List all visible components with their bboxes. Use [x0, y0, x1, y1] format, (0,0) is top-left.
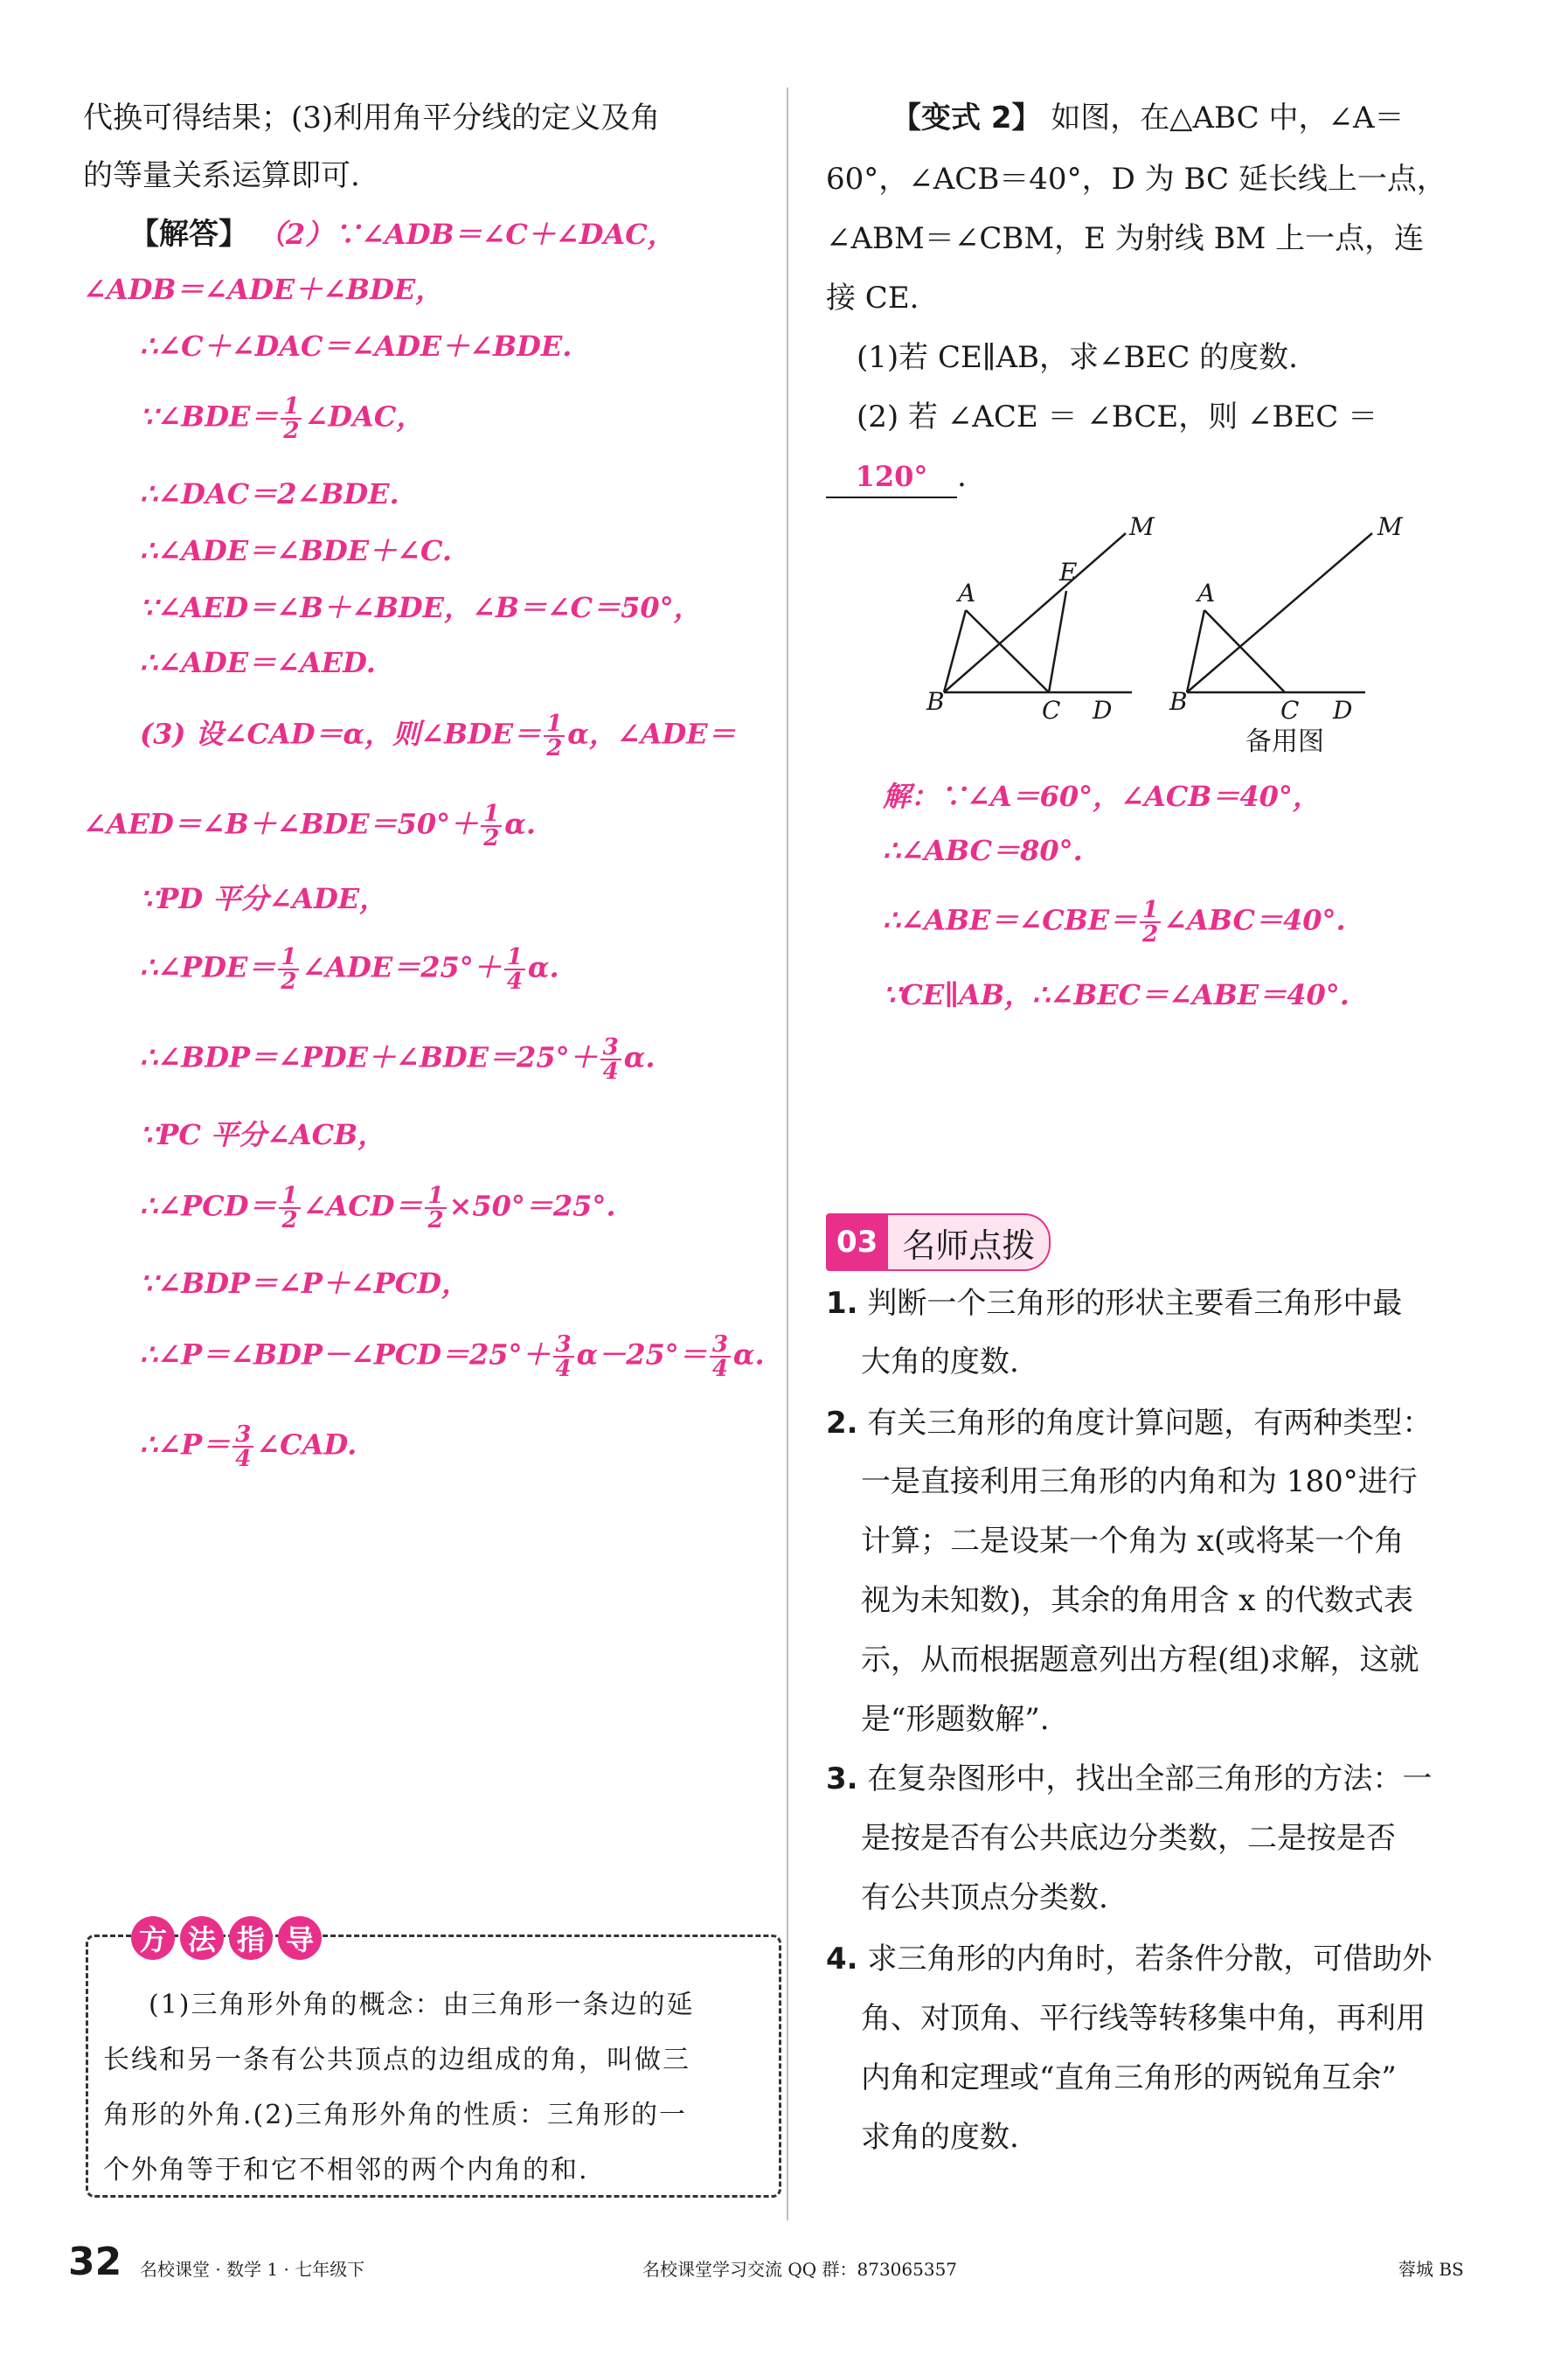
solution-line-4: ∵CE∥AB，∴∠BEC＝∠ABE＝40°. — [883, 978, 1349, 1011]
section-title: 名师点拨 — [888, 1213, 1051, 1271]
answer-blank: 120° — [826, 456, 957, 498]
variant-question-line-5: (1)若 CE∥AB，求∠BEC 的度数. — [857, 340, 1298, 375]
tip-3-line-1: 3. 在复杂图形中，找出全部三角形的方法：一 — [826, 1761, 1433, 1796]
tip-2-line-1: 2. 有关三角形的角度计算问题，有两种类型： — [826, 1406, 1433, 1441]
solution-line-1: 解：∵∠A＝60°，∠ACB＝40°， — [883, 780, 1321, 813]
answer-line-10: ∠AED＝∠B＋∠BDE＝50°＋ $\frac{1}{2}$ α. — [83, 801, 537, 851]
ray-bm — [944, 533, 1126, 692]
answer-line-16: ∵∠BDP＝∠P＋∠PCD， — [140, 1267, 470, 1300]
answer-line-8: ∴∠ADE＝∠AED. — [140, 646, 376, 679]
method-line-3: 角形的外角.(2)三角形外角的性质：三角形的一 — [103, 2100, 688, 2130]
intro-line-1: 代换可得结果；(3)利用角平分线的定义及角 — [83, 101, 661, 135]
answer-line-3: ∴∠C＋∠DAC＝∠ADE＋∠BDE. — [140, 330, 572, 363]
variant-answer-line: 120° . — [826, 456, 967, 498]
answer-line-2: ∠ADB＝∠ADE＋∠BDE， — [83, 273, 444, 306]
line-ac — [966, 610, 1049, 692]
solution-line-2: ∴∠ABC＝80°. — [883, 834, 1083, 867]
variant-question-line-1: 【变式 2】 如图，在△ABC 中，∠A＝ — [892, 101, 1405, 135]
line-ce — [1049, 591, 1066, 692]
tip-4-line-1: 4. 求三角形的内角时，若条件分散，可借助外 — [826, 1942, 1433, 1976]
answer-line-4: ∵∠BDE＝ $\frac{1}{2}$ ∠DAC， — [140, 393, 425, 444]
answer-line-1: 【解答】 （2）∵∠ADB＝∠C＋∠DAC， — [129, 217, 676, 252]
triangle-figures — [787, 507, 1568, 761]
solution-line-3: ∴∠ABE＝∠CBE＝ $\frac{1}{2}$ ∠ABC＝40°. — [883, 897, 1346, 948]
main-figure — [944, 533, 1132, 692]
variant-question-line-4: 接 CE. — [826, 281, 919, 316]
tip-2-line-2: 一是直接利用三角形的内角和为 180°进行 — [861, 1464, 1418, 1499]
column-divider — [787, 87, 788, 2220]
variant-question-line-3: ∠ABM＝∠CBM，E 为射线 BM 上一点，连 — [826, 221, 1425, 256]
variant-question-line-6: (2) 若 ∠ACE ＝ ∠BCE，则 ∠BEC ＝ — [857, 399, 1378, 434]
answer-line-7: ∵∠AED＝∠B＋∠BDE，∠B＝∠C＝50°， — [140, 591, 702, 624]
tip-2-line-6: 是“形题数解”. — [861, 1702, 1050, 1737]
answer-line-13: ∴∠BDP＝∠PDE＋∠BDE＝25°＋ $\frac{3}{4}$ α. — [140, 1034, 656, 1085]
footer-book-title: 名校课堂 · 数学 1 · 七年级下 — [140, 2259, 365, 2280]
tip-4-line-2: 角、对顶角、平行线等转移集中角，再利用 — [861, 2001, 1426, 2036]
method-line-2: 长线和另一条有公共顶点的边组成的角，叫做三 — [103, 2045, 690, 2075]
answer-line-9: (3) 设∠CAD＝α，则∠BDE＝ $\frac{1}{2}$ α，∠ADE＝ — [140, 711, 736, 761]
tip-1-line-1: 1. 判断一个三角形的形状主要看三角形中最 — [826, 1286, 1403, 1321]
label-m-2: M — [1377, 512, 1403, 541]
label-a-2: A — [1197, 579, 1216, 608]
label-b-2: B — [1169, 687, 1188, 716]
answer-line-15: ∴∠PCD＝ $\frac{1}{2}$ ∠ACD＝ $\frac{1}{2}$ ×50°＝25°. — [140, 1183, 616, 1233]
tip-1-line-2: 大角的度数. — [861, 1344, 1019, 1379]
label-a-1: A — [958, 579, 976, 608]
label-c-1: C — [1042, 696, 1061, 725]
tip-2-line-3: 计算；二是设某一个角为 x(或将某一个角 — [861, 1524, 1405, 1559]
intro-line-2: 的等量关系运算即可. — [83, 158, 360, 193]
answer-line-17: ∴∠P＝∠BDP－∠PCD＝25°＋ $\frac{3}{4}$ α－25°＝ $\frac{3}{4}$ α. — [140, 1331, 765, 1382]
label-d-2: D — [1333, 696, 1353, 725]
label-e-1: E — [1059, 558, 1078, 587]
variant-label: 【变式 2】 — [892, 101, 1042, 135]
method-line-1: (1)三角形外角的概念：由三角形一条边的延 — [149, 1990, 695, 2020]
label-d-1: D — [1093, 696, 1113, 725]
footer-qq-group: 名校课堂学习交流 QQ 群：873065357 — [642, 2259, 958, 2280]
answer-label: 【解答】 — [129, 217, 248, 252]
answer-line-14: ∵PC 平分∠ACB， — [140, 1118, 386, 1151]
method-line-4: 个外角等于和它不相邻的两个内角的和. — [103, 2155, 589, 2185]
answer-line-18: ∴∠P＝ $\frac{3}{4}$ ∠CAD. — [140, 1421, 357, 1472]
answer-line-12: ∴∠PDE＝ $\frac{1}{2}$ ∠ADE＝25°＋ $\frac{1}{4}$ α. — [140, 944, 559, 995]
tip-4-line-3: 内角和定理或“直角三角形的两锐角互余” — [861, 2060, 1397, 2095]
page-number: 32 — [68, 2240, 122, 2284]
figure-caption: 备用图 — [1245, 726, 1324, 757]
answer-line-5: ∴∠DAC＝2∠BDE. — [140, 477, 399, 511]
section-header-teacher-tips — [826, 1213, 1051, 1271]
tip-3-line-2: 是按是否有公共底边分类数，二是按是否 — [861, 1821, 1396, 1856]
tip-4-line-4: 求角的度数. — [861, 2120, 1019, 2155]
section-number: 03 — [826, 1213, 888, 1271]
line-ba — [944, 610, 966, 692]
tip-2-line-4: 视为未知数)，其余的角用含 x 的代数式表 — [861, 1583, 1414, 1618]
tip-2-line-5: 示，从而根据题意列出方程(组)求解，这就 — [861, 1643, 1419, 1678]
line-ac-2 — [1204, 610, 1285, 692]
label-m-1: M — [1129, 512, 1155, 541]
label-c-2: C — [1280, 696, 1300, 725]
backup-figure — [1187, 533, 1372, 692]
footer-edition: 蓉城 BS — [1398, 2259, 1464, 2280]
answer-line-11: ∵PD 平分∠ADE， — [140, 882, 388, 915]
label-b-1: B — [926, 687, 945, 716]
ray-bm-2 — [1187, 533, 1372, 692]
tip-3-line-3: 有公共顶点分类数. — [861, 1880, 1108, 1915]
method-guide-tag: 方 法 指 导 — [131, 1916, 322, 1960]
answer-line-6: ∴∠ADE＝∠BDE＋∠C. — [140, 534, 453, 567]
variant-question-line-2: 60°，∠ACB＝40°，D 为 BC 延长线上一点， — [826, 162, 1447, 197]
